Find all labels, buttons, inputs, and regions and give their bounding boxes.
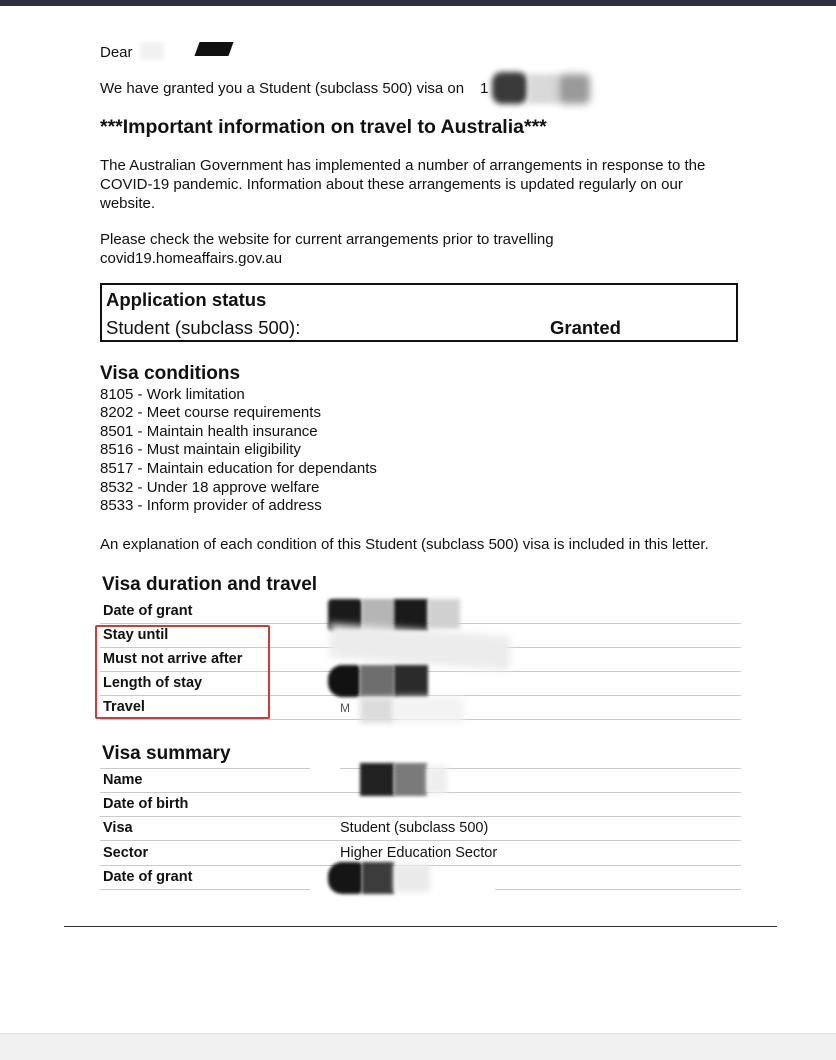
check-paragraph: [100, 230, 554, 268]
redacted-name-block: [427, 766, 447, 794]
duration-travel-title: Visa duration and travel: [102, 574, 318, 595]
visa-summary-title: Visa summary: [102, 743, 231, 764]
row-divider: [100, 889, 310, 890]
redacted-value-block: [328, 665, 360, 697]
website-link[interactable]: covid19.homeaffairs.gov.au: [100, 250, 283, 267]
row-divider: [100, 816, 741, 817]
summary-visa-value: Student (subclass 500): [340, 820, 489, 836]
duration-row-label: Date of grant: [103, 603, 193, 619]
application-status-title: Application status: [106, 289, 267, 310]
redacted-name-dark: [194, 42, 233, 56]
summary-row-label: Date of birth: [103, 796, 189, 812]
application-status-box: [100, 283, 738, 342]
redacted-date-block-3: [558, 74, 590, 104]
redacted-value-block: [428, 599, 460, 629]
summary-row-label: Name: [103, 772, 143, 788]
bottom-edge-bar: [0, 1033, 836, 1060]
condition-item: 8517 - Maintain education for dependants: [100, 460, 377, 477]
footer-rule: [64, 926, 777, 927]
row-divider: [495, 889, 741, 890]
summary-sector-value: Higher Education Sector: [340, 845, 498, 861]
duration-row-label: Stay until: [103, 627, 169, 643]
redacted-date-block-2: [528, 74, 558, 104]
row-divider: [100, 840, 741, 841]
salutation: Dear: [100, 44, 133, 61]
highlight-box: [95, 625, 270, 719]
redacted-date-block: [362, 862, 394, 894]
redacted-value-block: [360, 697, 394, 723]
redacted-value-block: [394, 599, 428, 631]
covid-line-3: website.: [100, 195, 156, 212]
redacted-date-block-1: [492, 72, 528, 104]
redacted-name-block: [394, 763, 427, 796]
covid-line-2: COVID-19 pandemic. Information about these arrangements is updated regularly on our: [100, 176, 683, 193]
row-divider: [100, 768, 310, 769]
duration-row-label: Travel: [103, 699, 145, 715]
grant-sentence: We have granted you a Student (subclass 500) visa on: [100, 80, 465, 97]
application-status-value: Granted: [550, 317, 621, 338]
covid-line-1: The Australian Government has implemented a number of arrangements in response to the: [100, 157, 706, 174]
redacted-value-smear: [330, 624, 510, 671]
condition-item: 8533 - Inform provider of address: [100, 497, 322, 514]
condition-item: 8516 - Must maintain eligibility: [100, 441, 301, 458]
travel-value-fragment: M: [340, 701, 350, 715]
redacted-date-block: [394, 864, 430, 892]
application-status-label: Student (subclass 500):: [106, 317, 301, 338]
visa-conditions-title: Visa conditions: [100, 363, 241, 384]
summary-row-label: Sector: [103, 845, 149, 861]
duration-row-label: Length of stay: [103, 675, 203, 691]
condition-item: 8501 - Maintain health insurance: [100, 423, 318, 440]
covid-paragraph: [100, 156, 705, 213]
condition-item: 8202 - Meet course requirements: [100, 404, 321, 421]
grant-date-fragment: 1: [480, 80, 489, 97]
redacted-name-block: [360, 763, 394, 796]
redacted-value-block: [360, 665, 394, 697]
duration-row-label: Must not arrive after: [103, 651, 243, 667]
top-edge-bar: [0, 0, 836, 6]
conditions-explanation: An explanation of each condition of this Student (subclass 500) visa is included in this letter.: [100, 536, 709, 553]
redacted-value-block: [394, 665, 428, 697]
condition-item: 8532 - Under 18 approve welfare: [100, 479, 320, 496]
important-heading: ***Important information on travel to Australia***: [100, 116, 547, 138]
redacted-name-light: [140, 42, 164, 60]
summary-row-label: Visa: [103, 820, 133, 836]
redacted-date-block: [328, 862, 362, 894]
condition-item: 8105 - Work limitation: [100, 386, 245, 403]
check-line: Please check the website for current arrangements prior to travelling: [100, 231, 554, 248]
summary-row-label: Date of grant: [103, 869, 193, 885]
redacted-value-smear: [394, 697, 464, 723]
